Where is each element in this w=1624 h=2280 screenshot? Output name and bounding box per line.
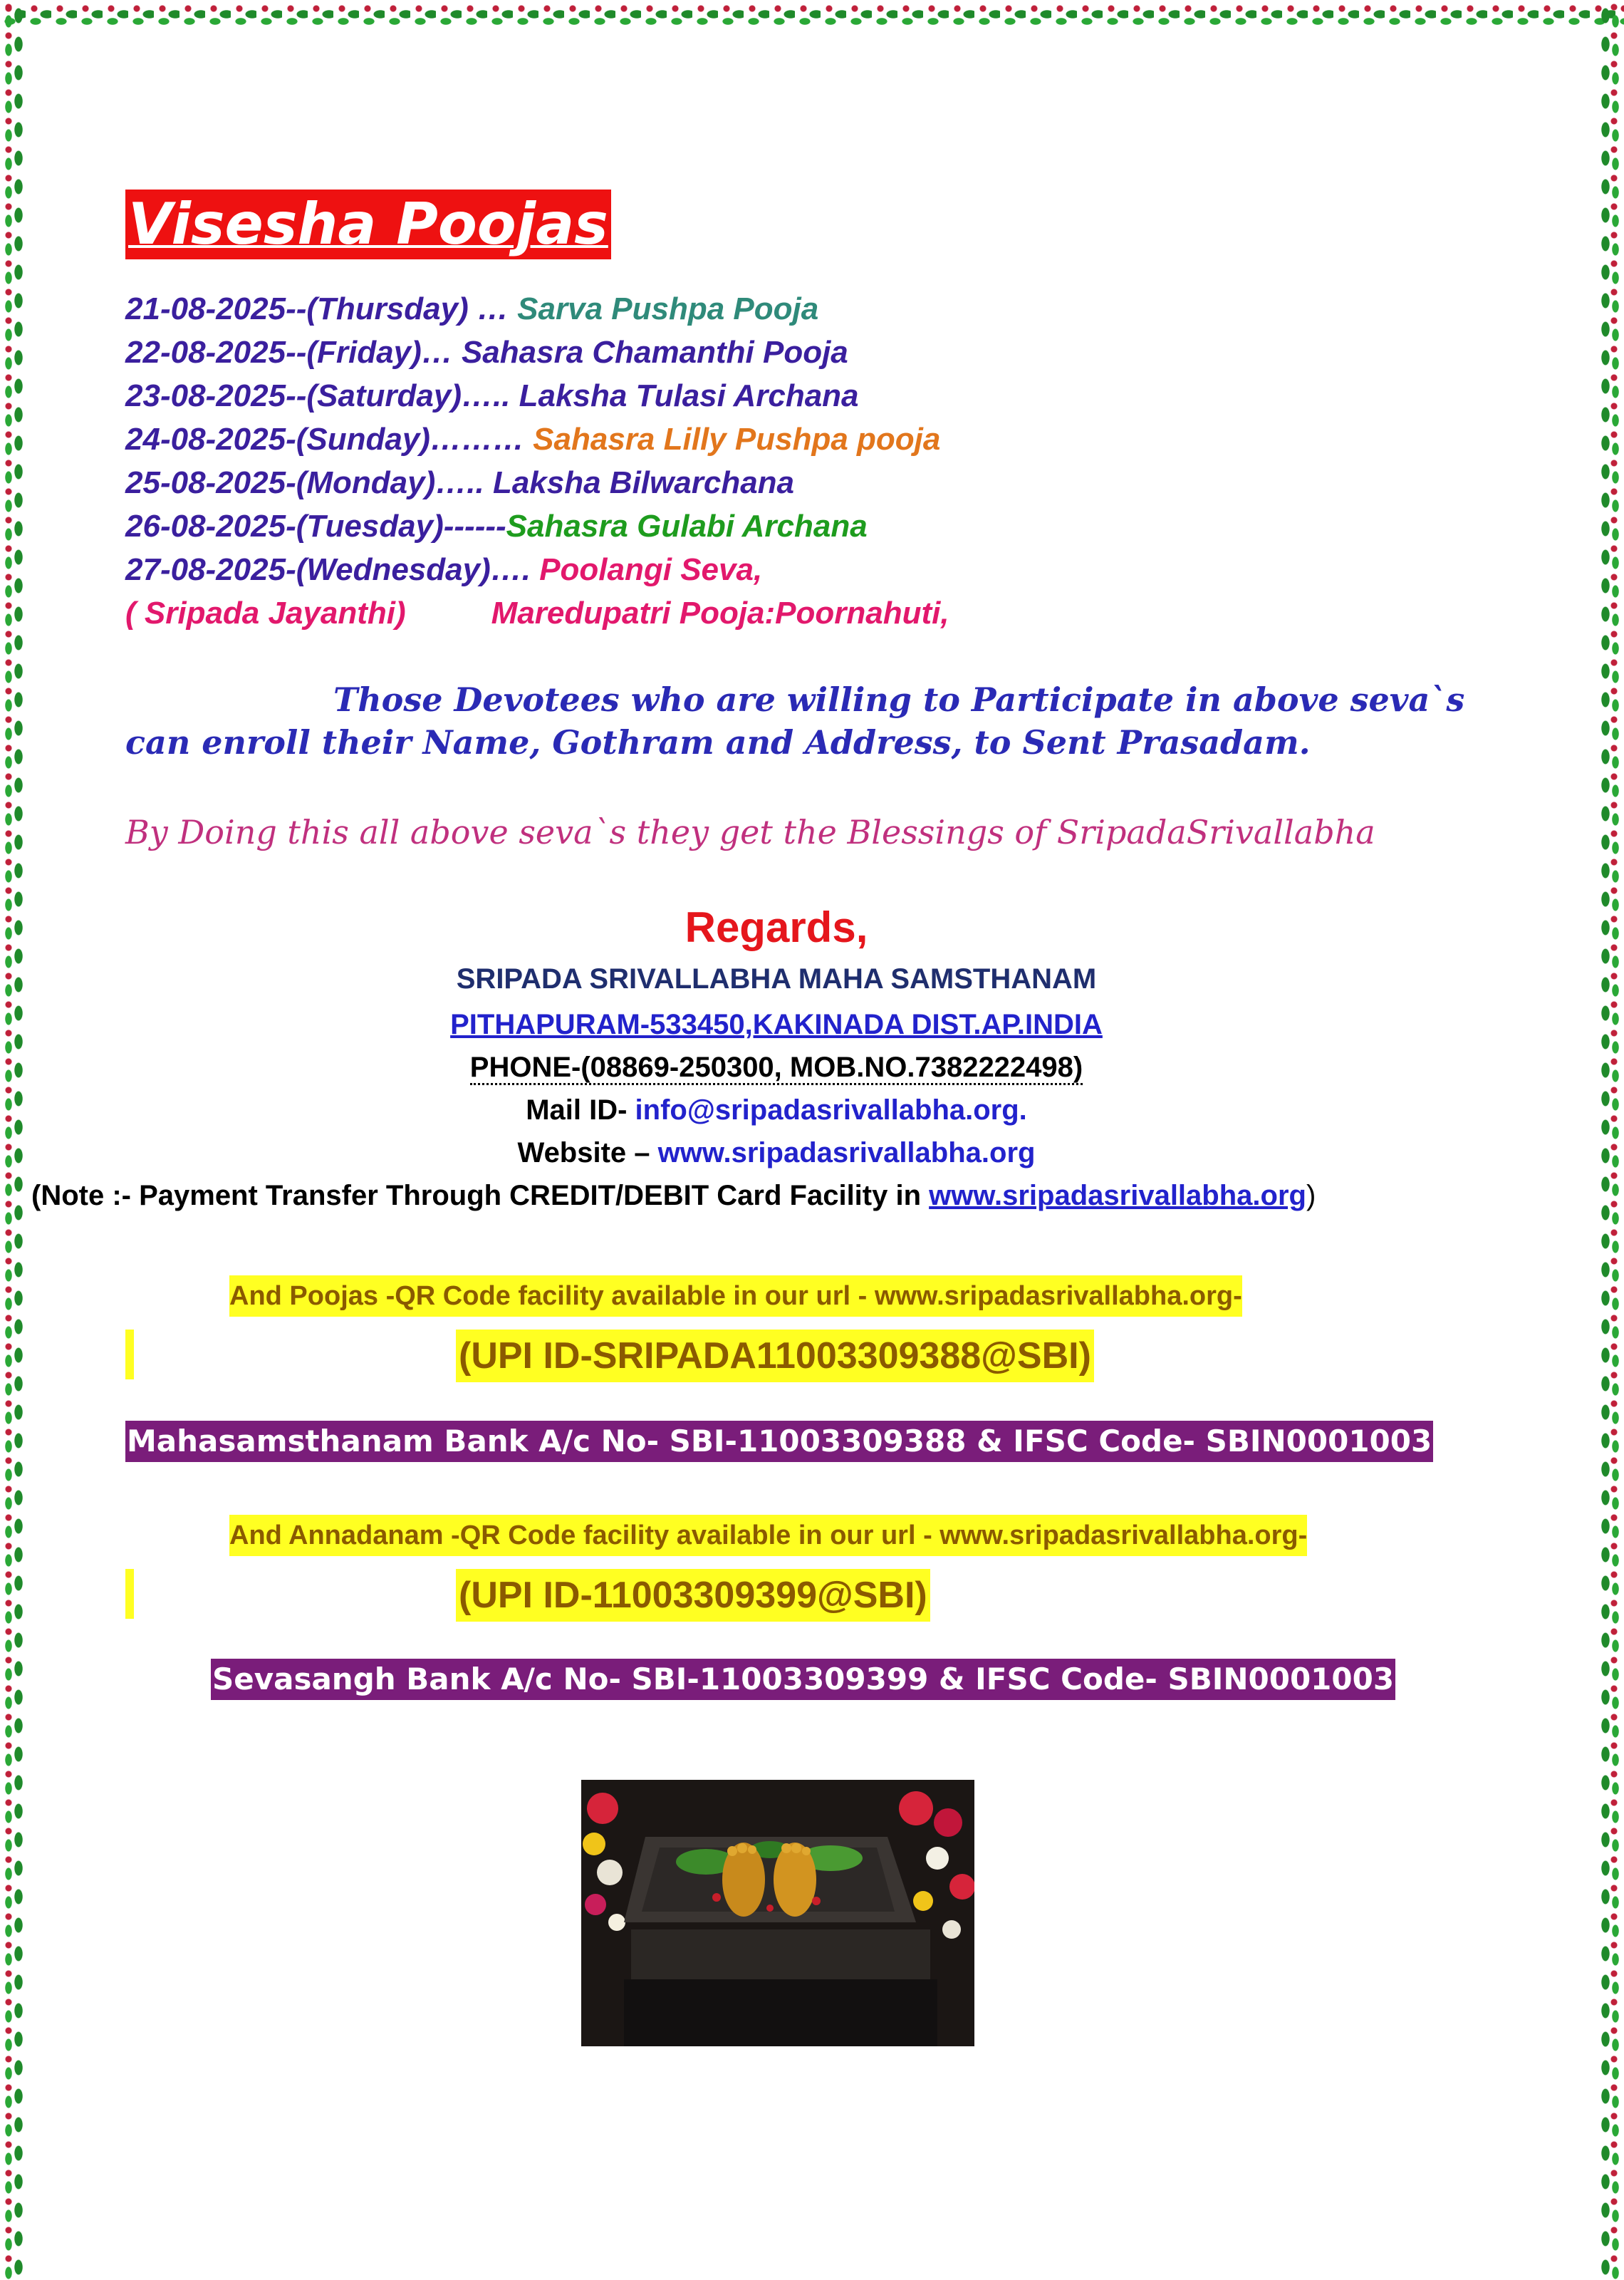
schedule-pooja: Sahasra Chamanthi Pooja	[461, 335, 848, 370]
highlight-marker	[125, 1569, 134, 1619]
annadanam-bank-details: Sevasangh Bank A/c No- SBI-11003309399 & IFSC Code- SBIN0001003	[211, 1659, 1395, 1700]
devotees-line-2: can enroll their Name, Gothram and Address, to Sent Prasadam.	[125, 723, 1311, 762]
schedule-row	[125, 288, 818, 331]
schedule-date: 22-08-2025--(Friday)…	[125, 335, 462, 370]
address-text[interactable]: PITHAPURAM-533450,KAKINADA DIST.AP.INDIA	[450, 1009, 1103, 1040]
note-link[interactable]: www.sripadasrivallabha.org	[929, 1180, 1306, 1211]
padukas-image	[581, 1780, 974, 2046]
poojas-qr-note: And Poojas -QR Code facility available in our url - www.sripadasrivallabha.org-	[229, 1275, 1242, 1317]
address-link[interactable]	[0, 1005, 1553, 1045]
schedule-pooja: Laksha Tulasi Archana	[519, 378, 859, 413]
blessing-text: By Doing this all above seva`s they get the Blessings of SripadaSrivallabha	[125, 813, 1375, 851]
annadanam-qr-note: And Annadanam -QR Code facility available in our url - www.sripadasrivallabha.org-	[229, 1515, 1307, 1556]
mail-link[interactable]: info@sripadasrivallabha.org	[635, 1094, 1019, 1126]
phone-text: PHONE-(08869-250300, MOB.NO.7382222498)	[470, 1052, 1083, 1085]
schedule-pooja: Poolangi Seva,	[539, 552, 763, 587]
schedule-row	[125, 462, 794, 504]
devotees-text	[125, 678, 1479, 764]
schedule-date: 26-08-2025-(Tuesday)------	[125, 509, 506, 544]
schedule-date: 25-08-2025-(Monday)…..	[125, 465, 493, 500]
mail-line	[0, 1090, 1553, 1130]
schedule-date: 24-08-2025-(Sunday)………	[125, 422, 533, 457]
schedule-row	[125, 331, 848, 374]
jayanthi-label: ( Sripada Jayanthi)	[125, 596, 406, 631]
schedule-date: 23-08-2025--(Saturday)…..	[125, 378, 519, 413]
annadanam-upi-id: (UPI ID-11003309399@SBI)	[456, 1569, 930, 1622]
schedule-date: 21-08-2025--(Thursday) …	[125, 291, 518, 326]
website-link[interactable]: www.sripadasrivallabha.org	[657, 1137, 1036, 1168]
note-prefix: (Note :- Payment Transfer Through CREDIT/DEBIT Card Facility in	[31, 1180, 930, 1211]
holly-border-right	[1596, 0, 1624, 2280]
mail-label: Mail ID-	[526, 1094, 635, 1126]
page-title: Visesha Poojas	[125, 190, 611, 259]
jayanthi-row	[125, 592, 949, 635]
regards-heading: Regards,	[685, 903, 868, 951]
jayanthi-pooja: Maredupatri Pooja:Poornahuti,	[491, 596, 949, 631]
phone-line	[0, 1047, 1553, 1087]
padukas-photo	[581, 1780, 974, 2046]
schedule-row	[125, 375, 859, 418]
devotees-line-1: Those Devotees who are willing to Participate in above seva`s	[333, 680, 1465, 719]
website-label: Website –	[517, 1137, 658, 1168]
schedule-pooja: Sahasra Gulabi Archana	[506, 509, 868, 544]
organization-name: SRIPADA SRIVALLABHA MAHA SAMSTHANAM	[456, 963, 1097, 995]
schedule-pooja: Sahasra Lilly Pushpa pooja	[533, 422, 941, 457]
schedule-row	[125, 505, 868, 548]
schedule-row	[125, 418, 940, 461]
holly-border-top	[0, 0, 1624, 31]
schedule-pooja: Laksha Bilwarchana	[492, 465, 795, 500]
poojas-upi-id: (UPI ID-SRIPADA11003309388@SBI)	[456, 1330, 1094, 1382]
schedule-pooja: Sarva Pushpa Pooja	[517, 291, 819, 326]
website-line	[0, 1133, 1553, 1173]
mail-suffix: .	[1019, 1094, 1027, 1126]
highlight-marker	[125, 1330, 134, 1379]
note-suffix: )	[1306, 1180, 1316, 1211]
payment-note	[31, 1176, 1316, 1216]
schedule-row	[125, 549, 762, 591]
schedule-date: 27-08-2025-(Wednesday)….	[125, 552, 540, 587]
poojas-bank-details: Mahasamsthanam Bank A/c No- SBI-11003309388 & IFSC Code- SBIN0001003	[125, 1421, 1433, 1462]
